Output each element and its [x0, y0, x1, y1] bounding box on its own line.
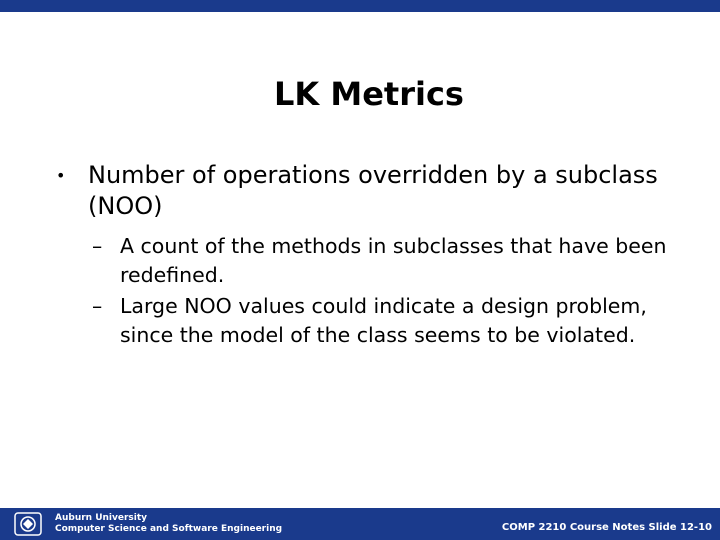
footer-org-line2: Computer Science and Software Engineering — [55, 524, 283, 534]
slide-title: LK Metrics — [274, 75, 464, 113]
dash-icon: – — [92, 294, 103, 318]
footer-organization — [55, 513, 282, 535]
bullet-item — [56, 160, 676, 222]
dash-icon: – — [92, 234, 103, 258]
sub-bullet-item — [88, 232, 676, 290]
footer-org-line1: Auburn University — [55, 513, 148, 523]
sub-bullet-text: Large NOO values could indicate a design problem, since the model of the class seems to be violated. — [120, 294, 647, 347]
sub-bullet-text: A count of the methods in subclasses that have been redefined. — [120, 234, 667, 287]
bullet-dot-icon: • — [56, 166, 66, 185]
sub-bullet-list — [56, 232, 676, 350]
slide-content — [56, 160, 676, 352]
footer-course-label: COMP 2210 Course Notes Slide 12-10 — [501, 522, 712, 533]
sub-bullet-item — [88, 292, 676, 350]
university-seal-icon — [14, 512, 42, 536]
footer-bar — [0, 508, 720, 540]
top-bar — [0, 0, 720, 12]
bullet-text: Number of operations overridden by a subclass (NOO) — [88, 161, 658, 220]
